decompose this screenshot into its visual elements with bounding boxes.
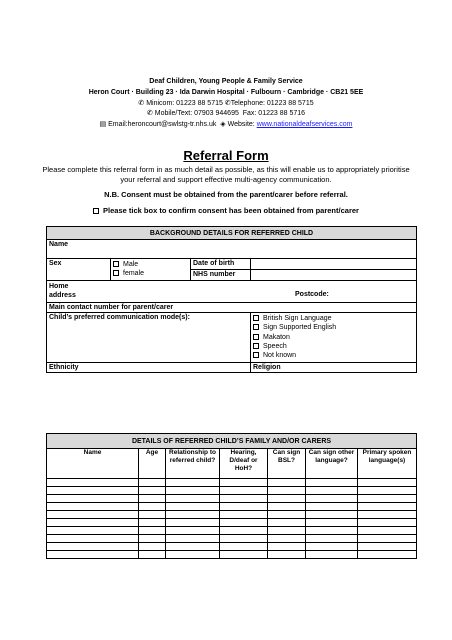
religion-field[interactable] <box>251 362 417 372</box>
makaton-label: Makaton <box>263 333 290 341</box>
org-address: Heron Court · Building 23 · Ida Darwin Hospital · Fulbourn · Cambridge · CB21 5EE <box>88 89 364 96</box>
comm-option-speech[interactable] <box>253 342 414 351</box>
religion-label: Religion <box>253 363 281 371</box>
not-known-label: Not known <box>263 352 297 360</box>
family-row[interactable] <box>47 511 417 519</box>
female-label: female <box>123 270 145 278</box>
name-label: Name <box>49 241 69 248</box>
comm-option-sse[interactable] <box>253 323 414 332</box>
email-website-line <box>0 119 452 130</box>
family-row[interactable] <box>47 527 417 535</box>
mobile-fax-text: Mobile/Text: 07903 944695 Fax: 01223 88 5716 <box>154 110 306 117</box>
ethnicity-field[interactable] <box>47 362 251 372</box>
col-can-sign-bsl: Can sign BSL? <box>268 449 306 479</box>
sse-label: Sign Supported English <box>263 324 337 332</box>
home-address-label: Home address <box>49 282 76 299</box>
sse-checkbox[interactable] <box>253 324 259 330</box>
col-relationship: Relationship to referred child? <box>166 449 220 479</box>
makaton-checkbox[interactable] <box>253 334 259 340</box>
col-can-sign-other: Can sign other language? <box>306 449 358 479</box>
sex-option-male[interactable] <box>113 260 188 269</box>
col-name: Name <box>47 449 139 479</box>
col-age: Age <box>139 449 166 479</box>
name-field[interactable] <box>47 240 417 259</box>
home-address-field[interactable] <box>47 280 417 302</box>
consent-note: N.B. Consent must be obtained from the parent/carer before referral. <box>104 190 348 199</box>
consent-tick-line <box>0 206 452 215</box>
col-primary-language: Primary spoken language(s) <box>358 449 417 479</box>
family-table <box>46 433 417 559</box>
comm-option-not-known[interactable] <box>253 351 414 360</box>
org-name: Deaf Children, Young People & Family Service <box>149 78 303 85</box>
family-row[interactable] <box>47 551 417 559</box>
bsl-label: British Sign Language <box>263 314 332 322</box>
speech-checkbox[interactable] <box>253 343 259 349</box>
minicom-phone-text: Minicom: 01223 88 5715 ✆Telephone: 01223 88 5715 <box>146 100 314 107</box>
ethnicity-label: Ethnicity <box>49 363 79 371</box>
family-row[interactable] <box>47 503 417 511</box>
email-text: Email:heroncourt@swlstg-tr.nhs.uk <box>108 121 217 128</box>
family-row[interactable] <box>47 519 417 527</box>
bsl-checkbox[interactable] <box>253 315 259 321</box>
dob-label: Date of birth <box>191 259 251 270</box>
background-table <box>46 226 417 373</box>
intro-text: Please complete this referral form in as much detail as possible, as this will enable us to appropriately prioritise your referral and support effective multi-agency communication. <box>42 165 410 184</box>
female-checkbox[interactable] <box>113 270 119 276</box>
dob-field[interactable] <box>251 259 417 270</box>
consent-tick-label: Please tick box to confirm consent has been obtained from parent/carer <box>103 206 359 215</box>
website-link[interactable]: www.nationaldeafservices.com <box>256 121 353 128</box>
family-row[interactable] <box>47 535 417 543</box>
nhs-label: NHS number <box>191 269 251 280</box>
contact-number-field[interactable] <box>47 302 417 312</box>
family-row[interactable] <box>47 495 417 503</box>
family-heading: DETAILS OF REFERRED CHILD’S FAMILY AND/OR CARERS <box>47 434 417 449</box>
postcode-label: Postcode: <box>295 290 329 298</box>
comm-option-makaton[interactable] <box>253 333 414 342</box>
consent-checkbox[interactable] <box>93 208 99 214</box>
male-label: Male <box>123 261 139 268</box>
comm-mode-label: Child’s preferred communication mode(s): <box>47 312 251 362</box>
website-label: Website: <box>227 121 257 128</box>
not-known-checkbox[interactable] <box>253 352 259 358</box>
family-row[interactable] <box>47 543 417 551</box>
nhs-field[interactable] <box>251 269 417 280</box>
computer-icon: ▤ <box>99 121 107 128</box>
col-hearing: Hearing, D/deaf or HoH? <box>220 449 268 479</box>
sex-option-female[interactable] <box>113 269 188 278</box>
sex-options <box>111 259 191 281</box>
minicom-icon: ✆ <box>138 100 145 107</box>
mobile-icon: ✆ <box>146 110 153 117</box>
contact-number-label: Main contact number for parent/carer <box>49 303 174 311</box>
family-row[interactable] <box>47 479 417 487</box>
male-checkbox[interactable] <box>113 261 119 267</box>
mobile-fax-line <box>0 108 452 119</box>
globe-icon: ◈ <box>220 121 226 128</box>
comm-mode-options <box>251 312 417 362</box>
family-row[interactable] <box>47 487 417 495</box>
comm-option-bsl[interactable] <box>253 314 414 323</box>
speech-label: Speech <box>263 343 287 351</box>
background-heading: BACKGROUND DETAILS FOR REFERRED CHILD <box>47 227 417 240</box>
sex-label: Sex <box>47 259 111 281</box>
form-title: Referral Form <box>183 148 269 163</box>
